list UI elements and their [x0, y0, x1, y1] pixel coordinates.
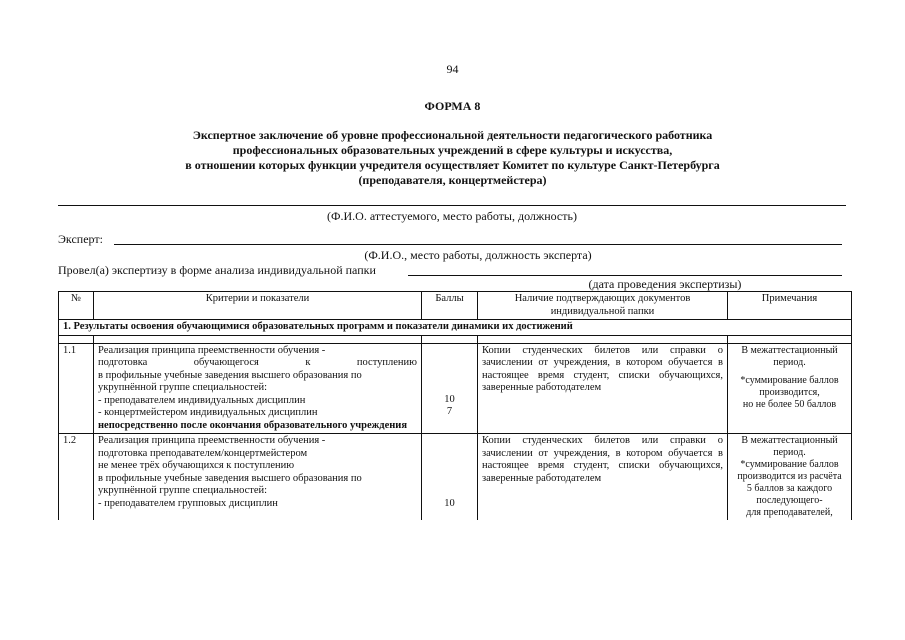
criteria-line: укрупнённой группе специальностей: — [98, 382, 268, 393]
expert-fill-line[interactable] — [114, 244, 842, 245]
row-criteria — [94, 434, 422, 521]
title-line: в отношении которых функции учредителя осуществляет Комитет по культуре Санкт-Петербурга — [185, 158, 720, 172]
criteria-line: в профильные учебные заведения высшего образования по — [98, 369, 362, 381]
criteria-table — [58, 291, 852, 520]
person-fill-line — [58, 205, 846, 206]
table-header-row — [59, 292, 852, 320]
section-row — [59, 320, 852, 336]
spacer-row — [59, 335, 852, 343]
form-title: ФОРМА 8 — [424, 99, 481, 113]
note-line: В межаттестационный период. — [741, 344, 838, 368]
title-line: (преподавателя, концертмейстера) — [358, 173, 547, 187]
header-criteria: Критерии и показатели — [94, 292, 422, 320]
page-number: 94 — [446, 62, 459, 76]
row-num: 1.2 — [59, 434, 94, 521]
title-line: профессиональных образовательных учреждений в сфере культуры и искусства, — [232, 143, 673, 157]
caption-date: (дата проведения экспертизы) — [588, 277, 742, 291]
points-value: 10 — [444, 498, 455, 509]
note-line: 5 баллов за каждого последующего- — [746, 483, 833, 506]
header-points: Баллы — [422, 292, 478, 320]
table-row — [59, 434, 852, 521]
date-fill-line[interactable] — [408, 275, 842, 276]
row-points — [422, 434, 478, 521]
row-num: 1.1 — [59, 343, 94, 434]
criteria-line: - преподавателем групповых дисциплин — [98, 497, 278, 509]
criteria-bold-line: непосредственно после окончания образовательного учреждения — [98, 419, 408, 431]
row-notes — [728, 434, 852, 521]
criteria-line: Реализация принципа преемственности обучения - — [98, 344, 326, 356]
header-docs: Наличие подтверждающих документов индивидуальной папки — [478, 292, 728, 320]
section-title: 1. Результаты освоения обучающимися образовательных программ и показатели динамики их достижений — [59, 320, 852, 336]
criteria-line: - концертмейстером индивидуальных дисциплин — [98, 407, 318, 418]
note-line: но не более 50 баллов — [742, 398, 837, 410]
criteria-line: укрупнённой группе специальностей: — [98, 485, 268, 496]
caption-person: (Ф.И.О. аттестуемого, место работы, должность) — [327, 209, 577, 223]
row-notes — [728, 343, 852, 434]
caption-expert: (Ф.И.О., место работы, должность эксперта) — [364, 248, 592, 262]
points-value: 7 — [446, 406, 453, 417]
header-notes: Примечания — [728, 292, 852, 320]
criteria-line: - преподавателем индивидуальных дисциплин — [98, 394, 306, 406]
note-line: для преподавателей, — [746, 507, 833, 518]
criteria-line: подготовка обучающегося к поступлению — [98, 357, 417, 368]
points-value: 10 — [444, 393, 455, 405]
document-title — [100, 128, 805, 188]
row-docs: Копии студенческих билетов или справки о зачислении от учреждения, в котором обучается в настоящее время студент, списки обучающихся, заверенные работодателем — [478, 434, 728, 521]
header-num: № — [59, 292, 94, 320]
conducted-label: Провел(а) экспертизу в форме анализа индивидуальной папки — [58, 263, 376, 277]
row-docs: Копии студенческих билетов или справки о зачислении от учреждения, в котором обучается в настоящее время студент, списки обучающихся, заверенные работодателем — [478, 343, 728, 434]
criteria-line: не менее трёх обучающихся к поступлению — [98, 460, 295, 471]
table-row — [59, 343, 852, 434]
expert-label: Эксперт: — [58, 232, 103, 246]
criteria-line: Реализация принципа преемственности обучения - — [98, 435, 326, 446]
row-criteria — [94, 343, 422, 434]
note-line: *суммирование баллов производится из расчёта — [737, 459, 842, 482]
criteria-line: в профильные учебные заведения высшего образования по — [98, 472, 362, 484]
note-line: *суммирование баллов производится, — [740, 374, 839, 398]
title-line: Экспертное заключение об уровне профессиональной деятельности педагогического работника — [192, 128, 713, 142]
row-points — [422, 343, 478, 434]
criteria-line: подготовка преподавателем/концертмейстером — [98, 447, 308, 459]
note-line: В межаттестационный период. — [741, 435, 838, 458]
